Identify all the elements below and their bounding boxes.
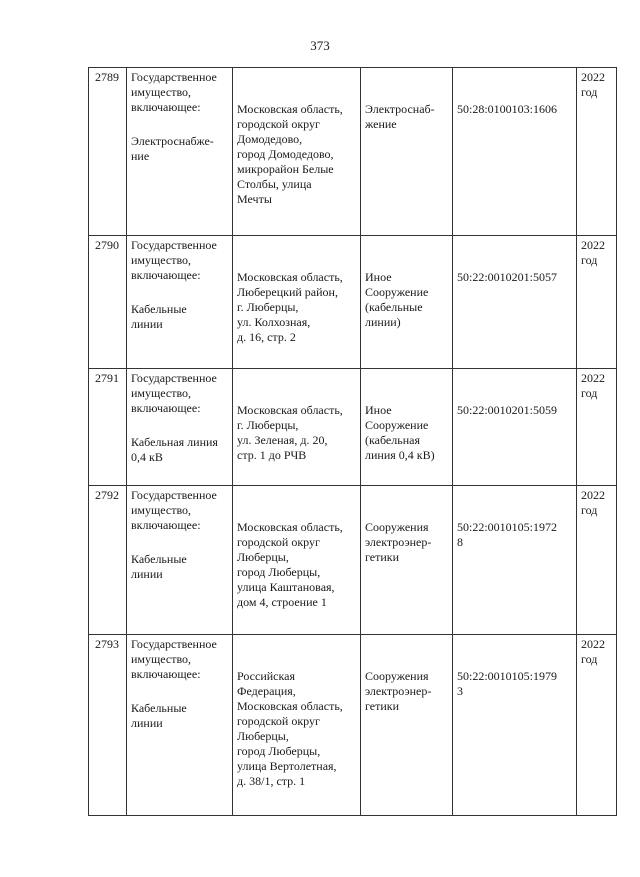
object-name: Кабельные линии [131, 302, 187, 331]
address: Московская область, Люберецкий район, г. Люберцы, ул. Колхозная, д. 16, стр. 2 [237, 270, 343, 344]
table-row [89, 68, 617, 236]
year: 2022 год [581, 371, 605, 400]
cadastral-number: 50:22:0010201:5059 [457, 403, 558, 417]
cadastral-cell [453, 486, 577, 635]
property-heading: Государственное имущество, включающее: [131, 488, 217, 532]
address-cell [233, 486, 361, 635]
type-cell [361, 486, 453, 635]
table-row [89, 236, 617, 369]
type-cell [361, 635, 453, 816]
year-cell [577, 369, 617, 486]
property-cell [127, 635, 233, 816]
object-name: Электроснабже- ние [131, 134, 214, 163]
year-cell [577, 486, 617, 635]
type-cell [361, 68, 453, 236]
page-number: 373 [310, 38, 330, 53]
property-cell [127, 486, 233, 635]
year: 2022 год [581, 637, 605, 666]
table-row [89, 369, 617, 486]
property-heading: Государственное имущество, включающее: [131, 371, 217, 415]
property-registry-table [88, 67, 617, 816]
property-heading: Государственное имущество, включающее: [131, 238, 217, 282]
type-cell [361, 236, 453, 369]
row-number: 2789 [89, 68, 127, 236]
year-cell [577, 635, 617, 816]
object-type: Иное Сооружение (кабельная линия 0,4 кВ) [365, 403, 435, 462]
property-cell [127, 369, 233, 486]
year: 2022 год [581, 238, 605, 267]
cadastral-cell [453, 236, 577, 369]
address: Московская область, г. Люберцы, ул. Зеленая, д. 20, стр. 1 до РЧВ [237, 403, 343, 462]
table-row [89, 486, 617, 635]
address-cell [233, 68, 361, 236]
address: Московская область, городской округ Люберцы, город Люберцы, улица Каштановая, дом 4, строение 1 [237, 520, 343, 609]
object-type: Сооружения электроэнер- гетики [365, 669, 432, 713]
address-cell [233, 635, 361, 816]
property-cell [127, 68, 233, 236]
object-type: Иное Сооружение (кабельные линии) [365, 270, 429, 329]
cadastral-number: 50:22:0010105:1972 8 [457, 520, 558, 549]
address-cell [233, 369, 361, 486]
type-cell [361, 369, 453, 486]
address: Московская область, городской округ Домодедово, город Домодедово, микрорайон Белые Столбы, улица Мечты [237, 102, 343, 206]
year: 2022 год [581, 488, 605, 517]
object-name: Кабельные линии [131, 552, 187, 581]
address-cell [233, 236, 361, 369]
address: Российская Федерация, Московская область, городской округ Люберцы, город Люберцы, улица Вертолетная, д. 38/1, стр. 1 [237, 669, 343, 788]
row-number: 2790 [89, 236, 127, 369]
object-type: Электроснаб- жение [365, 102, 435, 131]
property-cell [127, 236, 233, 369]
row-number: 2792 [89, 486, 127, 635]
row-number: 2793 [89, 635, 127, 816]
cadastral-cell [453, 635, 577, 816]
object-type: Сооружения электроэнер- гетики [365, 520, 432, 564]
cadastral-number: 50:22:0010201:5057 [457, 270, 558, 284]
cadastral-cell [453, 68, 577, 236]
cadastral-number: 50:28:0100103:1606 [457, 102, 558, 116]
cadastral-number: 50:22:0010105:1979 3 [457, 669, 558, 698]
property-heading: Государственное имущество, включающее: [131, 70, 217, 114]
cadastral-cell [453, 369, 577, 486]
row-number: 2791 [89, 369, 127, 486]
object-name: Кабельная линия 0,4 кВ [131, 435, 218, 464]
object-name: Кабельные линии [131, 701, 187, 730]
year: 2022 год [581, 70, 605, 99]
property-heading: Государственное имущество, включающее: [131, 637, 217, 681]
table-row [89, 635, 617, 816]
year-cell [577, 68, 617, 236]
year-cell [577, 236, 617, 369]
